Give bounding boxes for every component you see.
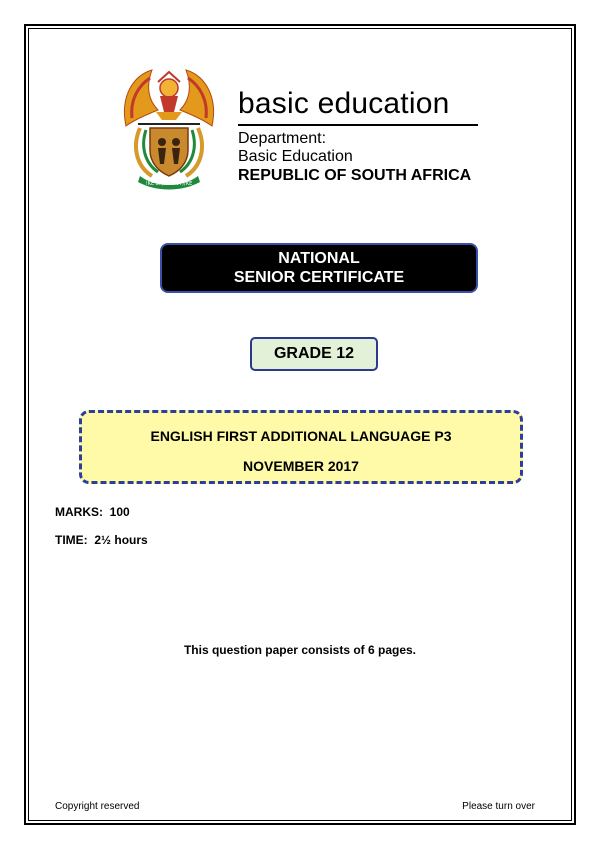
country-name: REPUBLIC OF SOUTH AFRICA xyxy=(238,167,472,184)
marks-row xyxy=(55,505,130,519)
time-label: TIME: xyxy=(55,533,88,547)
marks-value: 100 xyxy=(109,505,130,519)
coat-of-arms-icon xyxy=(118,68,220,190)
footer-copyright: Copyright reserved xyxy=(55,801,140,812)
certificate-line2: SENIOR CERTIFICATE xyxy=(233,269,405,286)
certificate-banner xyxy=(160,243,478,293)
time-value: 2½ hours xyxy=(94,533,148,547)
subject-banner xyxy=(79,410,523,484)
department-name: Basic Education xyxy=(238,148,353,165)
crest-motto: !KE E: /XARRA //KE xyxy=(145,181,193,187)
grade-badge: GRADE 12 xyxy=(250,337,378,371)
brand-block xyxy=(238,86,478,185)
footer-turn-over: Please turn over xyxy=(462,801,535,812)
subject-title: ENGLISH FIRST ADDITIONAL LANGUAGE P3 xyxy=(150,428,452,444)
department-label: Department: xyxy=(238,130,327,147)
page-count-note: This question paper consists of 6 pages. xyxy=(183,643,417,657)
certificate-line1: NATIONAL xyxy=(278,250,360,267)
brand-divider xyxy=(238,124,478,126)
brand-title: basic education xyxy=(238,87,450,120)
exam-session: NOVEMBER 2017 xyxy=(243,458,359,474)
marks-label: MARKS: xyxy=(55,505,103,519)
time-row xyxy=(55,533,148,547)
